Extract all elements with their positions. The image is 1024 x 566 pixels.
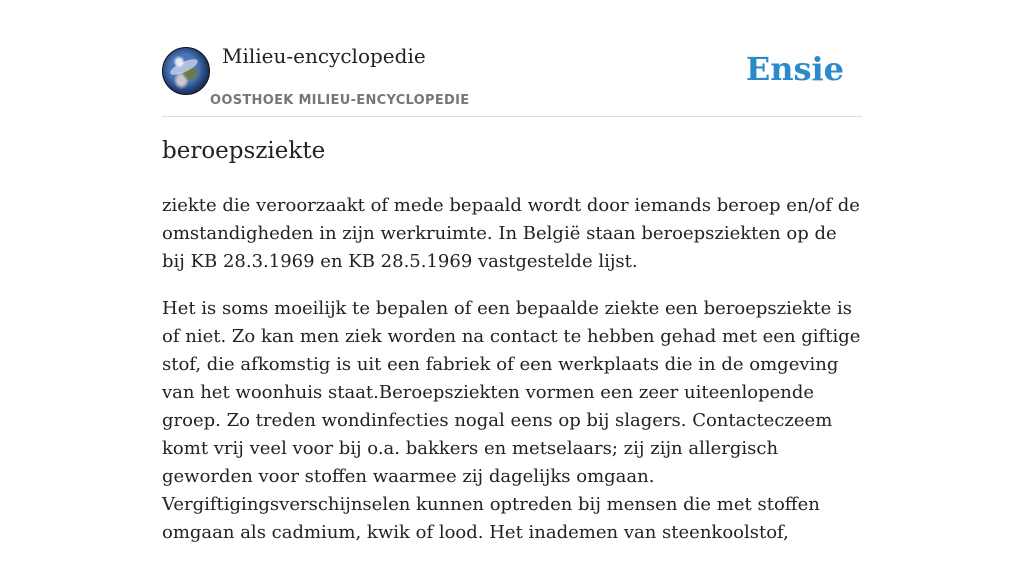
site-header	[162, 0, 862, 117]
page	[162, 0, 862, 543]
brand-logo-link[interactable]: Ensie	[745, 50, 844, 88]
definition-paragraph: ziekte die veroorzaakt of mede bepaald wordt door iemands beroep en/of de omstandigheden in zijn werkruimte. In België staan beroepsziekten op de bij KB 28.3.1969 en KB 28.5.1969 vastgestelde lijst.	[162, 195, 860, 272]
definition-body	[162, 192, 862, 566]
term-title: beroepsziekte	[162, 138, 326, 164]
definition-paragraph: Het is soms moeilijk te bepalen of een bepaalde ziekte een beroepsziekte is of niet. Zo kan men ziek worden na contact te hebben gehad met een giftige stof, die afkomstig is uit een fabriek of een werkplaats die in de omgeving van het woonhuis staat.Beroepsziekten vormen een zeer uiteenlopende groep. Zo treden wondinfecties nogal eens op bij slagers. Contacteczeem komt vrij veel voor bij o.a. bakkers en metselaars; zij zijn allergisch geworden voor stoffen waarmee zij dagelijks omgaan. Vergiftigingsverschijnselen kunnen optreden bij mensen die met stoffen omgaan als cadmium, kwik of lood. Het inademen van steenkoolstof,	[162, 298, 861, 543]
site-title[interactable]: Milieu-encyclopedie	[222, 44, 426, 68]
site-subtitle: OOSTHOEK MILIEU-ENCYCLOPEDIE	[210, 93, 470, 108]
globe-icon[interactable]	[162, 47, 210, 95]
